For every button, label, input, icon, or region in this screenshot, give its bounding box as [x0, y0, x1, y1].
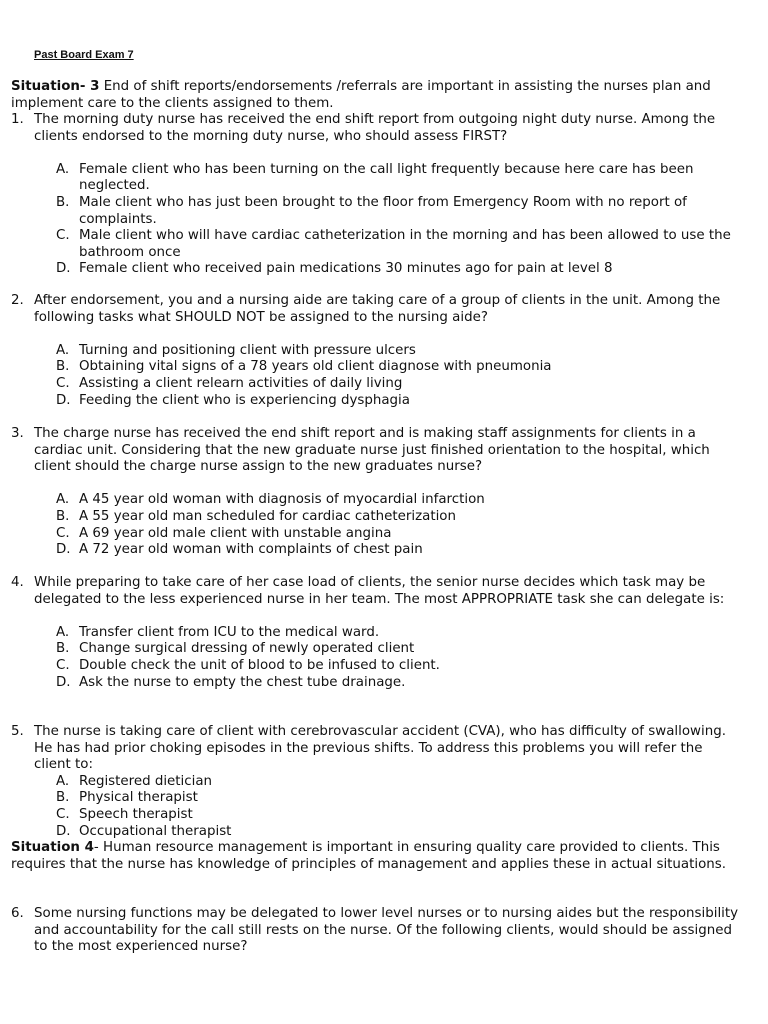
question-number: 4. — [11, 575, 24, 590]
option-letter: A. — [56, 342, 70, 358]
options-list — [11, 343, 741, 409]
question-1 — [11, 112, 741, 278]
option-c — [11, 658, 741, 675]
option-letter: B. — [56, 641, 70, 657]
question-2 — [11, 293, 741, 409]
option-text: Speech therapist — [79, 806, 193, 822]
option-text: Turning and positioning client with pressure ulcers — [79, 342, 416, 358]
option-a — [11, 774, 741, 791]
option-text: Occupational therapist — [79, 823, 232, 839]
option-letter: D. — [56, 823, 71, 839]
option-letter: A. — [56, 773, 70, 789]
question-number: 3. — [11, 426, 24, 441]
option-text: Female client who received pain medications 30 minutes ago for pain at level 8 — [79, 261, 613, 277]
options-list — [11, 492, 741, 558]
option-d — [11, 542, 741, 559]
option-text: A 72 year old woman with complaints of chest pain — [79, 542, 423, 558]
question-stem — [11, 293, 741, 326]
option-text: Change surgical dressing of newly operated client — [79, 641, 415, 657]
question-stem — [11, 724, 741, 774]
option-b — [11, 509, 741, 526]
option-letter: A. — [56, 492, 70, 508]
option-text: Male client who has just been brought to the floor from Emergency Room with no report of complaints. — [79, 194, 687, 227]
option-text: A 45 year old woman with diagnosis of myocardial infarction — [79, 492, 485, 508]
option-text: A 69 year old male client with unstable angina — [79, 525, 392, 541]
option-c — [11, 526, 741, 543]
options-list — [11, 162, 741, 278]
option-b — [11, 195, 741, 228]
document-title: Past Board Exam 7 — [34, 49, 134, 61]
question-stem — [11, 112, 741, 145]
option-b — [11, 790, 741, 807]
option-text: Double check the unit of blood to be infused to client. — [79, 657, 440, 673]
option-text: Ask the nurse to empty the chest tube drainage. — [79, 674, 406, 690]
situation-3 — [11, 79, 741, 112]
question-text: The charge nurse has received the end shift report and is making staff assignments for clients in a cardiac unit. Considering that the new graduate nurse just finished orientation to the hospital, which client should the charge nurse assign to the new graduates nurse? — [34, 426, 710, 475]
question-text: While preparing to take care of her case load of clients, the senior nurse decides which task may be delegated to the less experienced nurse in her team. The most APPROPRIATE task she can delegate is: — [34, 575, 725, 607]
situation-3-paragraph — [11, 79, 741, 112]
option-a — [11, 343, 741, 360]
options-list — [11, 625, 741, 691]
option-letter: B. — [56, 508, 70, 524]
situation-4-label: Situation 4 — [11, 840, 94, 856]
question-number: 5. — [11, 724, 24, 739]
option-letter: B. — [56, 194, 70, 210]
option-letter: D. — [56, 542, 71, 558]
situation-3-text: End of shift reports/endorsements /referrals are important in assisting the nurses plan and implement care to the clients assigned to them. — [11, 79, 711, 111]
options-list — [11, 774, 741, 840]
option-text: Female client who has been turning on the call light frequently because here care has been neglected. — [79, 161, 694, 194]
option-letter: C. — [56, 525, 70, 541]
option-b — [11, 359, 741, 376]
situation-3-label: Situation- 3 — [11, 79, 100, 94]
question-text: After endorsement, you and a nursing aide are taking care of a group of clients in the unit. Among the following tasks what SHOULD NOT be assigned to the nursing aide? — [34, 293, 721, 325]
question-number: 2. — [11, 293, 24, 308]
situation-4-text: - Human resource management is important in ensuring quality care provided to clients. This requires that the nurse has knowledge of principles of management and applies these in actual situations. — [11, 840, 726, 872]
option-letter: D. — [56, 674, 71, 690]
question-stem — [11, 426, 741, 476]
situation-4-paragraph — [11, 840, 741, 873]
option-d — [11, 393, 741, 410]
question-stem — [11, 906, 741, 956]
question-5 — [11, 724, 741, 873]
option-c — [11, 228, 741, 261]
option-text: Male client who will have cardiac catheterization in the morning and has been allowed to use the bathroom once — [79, 228, 731, 260]
option-text: Assisting a client relearn activities of daily living — [79, 375, 403, 391]
option-letter: D. — [56, 392, 71, 408]
question-number: 1. — [11, 112, 24, 127]
option-text: Feeding the client who is experiencing dysphagia — [79, 392, 410, 408]
question-4 — [11, 575, 741, 691]
question-3 — [11, 426, 741, 559]
question-text: The morning duty nurse has received the end shift report from outgoing night duty nurse. Among the clients endorsed to the morning duty nurse, who should assess FIRST? — [34, 112, 716, 144]
question-text: The nurse is taking care of client with cerebrovascular accident (CVA), who has difficulty of swallowing. He has had prior choking episodes in the previous shifts. To address this problems you will refer the client to: — [34, 724, 726, 773]
question-number: 6. — [11, 906, 24, 921]
option-a — [11, 492, 741, 509]
option-d — [11, 675, 741, 692]
option-text: A 55 year old man scheduled for cardiac catheterization — [79, 508, 456, 524]
option-letter: C. — [56, 228, 70, 244]
option-letter: C. — [56, 806, 70, 822]
option-letter: C. — [56, 657, 70, 673]
option-a — [11, 162, 741, 195]
option-d — [11, 261, 741, 278]
question-text: Some nursing functions may be delegated to lower level nurses or to nursing aides but the responsibility and accountability for the call still rests on the nurse. Of the following clients, would should be assigned to the most experienced nurse? — [34, 906, 739, 955]
question-stem — [11, 575, 741, 608]
option-letter: B. — [56, 790, 70, 806]
option-c — [11, 807, 741, 824]
option-text: Physical therapist — [79, 790, 198, 806]
option-text: Transfer client from ICU to the medical ward. — [79, 624, 380, 640]
option-letter: C. — [56, 375, 70, 391]
option-text: Registered dietician — [79, 773, 213, 789]
option-letter: D. — [56, 261, 71, 277]
option-c — [11, 376, 741, 393]
option-b — [11, 641, 741, 658]
option-letter: A. — [56, 161, 70, 177]
option-a — [11, 625, 741, 642]
option-d — [11, 824, 741, 841]
option-letter: B. — [56, 359, 70, 375]
question-6 — [11, 906, 741, 956]
option-text: Obtaining vital signs of a 78 years old client diagnose with pneumonia — [79, 359, 552, 375]
option-letter: A. — [56, 624, 70, 640]
